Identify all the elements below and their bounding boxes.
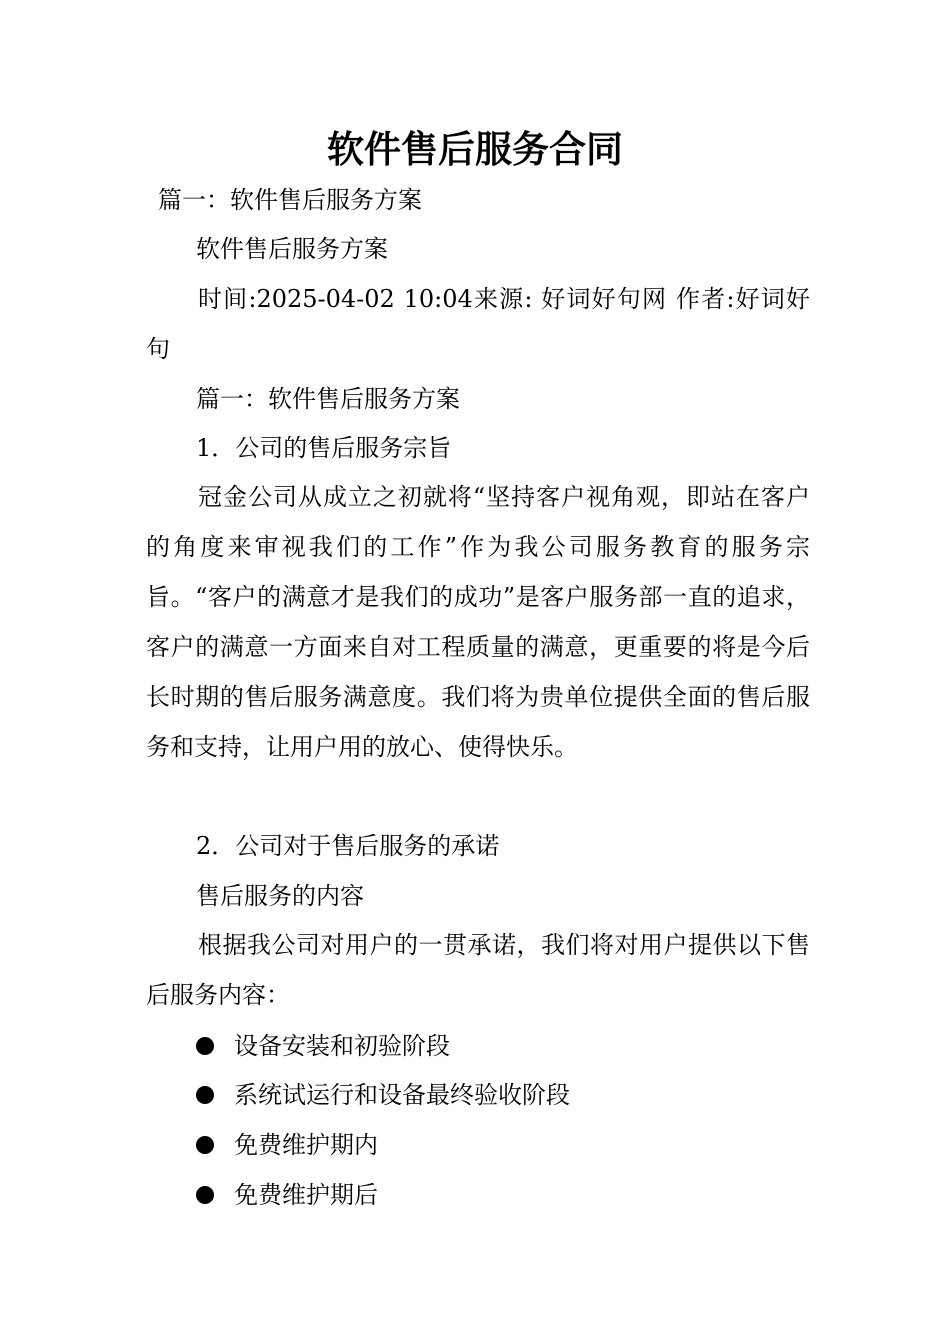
bullet-text: 系统试运行和设备最终验收阶段 (234, 1081, 570, 1109)
section2-subheading: 售后服务的内容 (196, 882, 364, 910)
bullet-dot-icon (196, 1037, 214, 1055)
bullet-dot-icon (196, 1136, 214, 1154)
meta-line: 时间:2025-04-02 10:04来源: 好词好句网 作者:好词好句 (146, 285, 810, 363)
bullet-text: 免费维护期内 (234, 1131, 378, 1159)
chapter-heading: 篇一：软件售后服务方案 (158, 186, 422, 214)
document-title: 软件售后服务合同 (327, 128, 623, 171)
section1-body: 冠金公司从成立之初就将“坚持客户视角观，即站在客户的角度来审视我们的工作”作为我公司服务教育的服务宗旨。“客户的满意才是我们的成功”是客户服务部一直的追求，客户的满意一方面来自对工程质量的满意，更重要的将是今后长时期的售后服务满意度。我们将为贵单位提供全面的售后服务和支持，让用户用的放心、使得快乐。 (146, 483, 810, 761)
sub-heading: 软件售后服务方案 (196, 235, 388, 263)
bullet-dot-icon (196, 1086, 214, 1104)
bullet-text: 免费维护期后 (234, 1181, 378, 1209)
bullet-item (196, 1080, 570, 1110)
chapter-heading-repeat: 篇一：软件售后服务方案 (196, 385, 460, 413)
section1-heading: 1．公司的售后服务宗旨 (196, 434, 452, 462)
section2-heading: 2．公司对于售后服务的承诺 (196, 832, 500, 860)
bullet-item (196, 1031, 450, 1061)
bullet-dot-icon (196, 1186, 214, 1204)
bullet-text: 设备安装和初验阶段 (234, 1032, 450, 1060)
section2-body: 根据我公司对用户的一贯承诺，我们将对用户提供以下售后服务内容： (146, 931, 810, 1009)
bullet-item (196, 1180, 378, 1210)
bullet-item (196, 1130, 378, 1160)
